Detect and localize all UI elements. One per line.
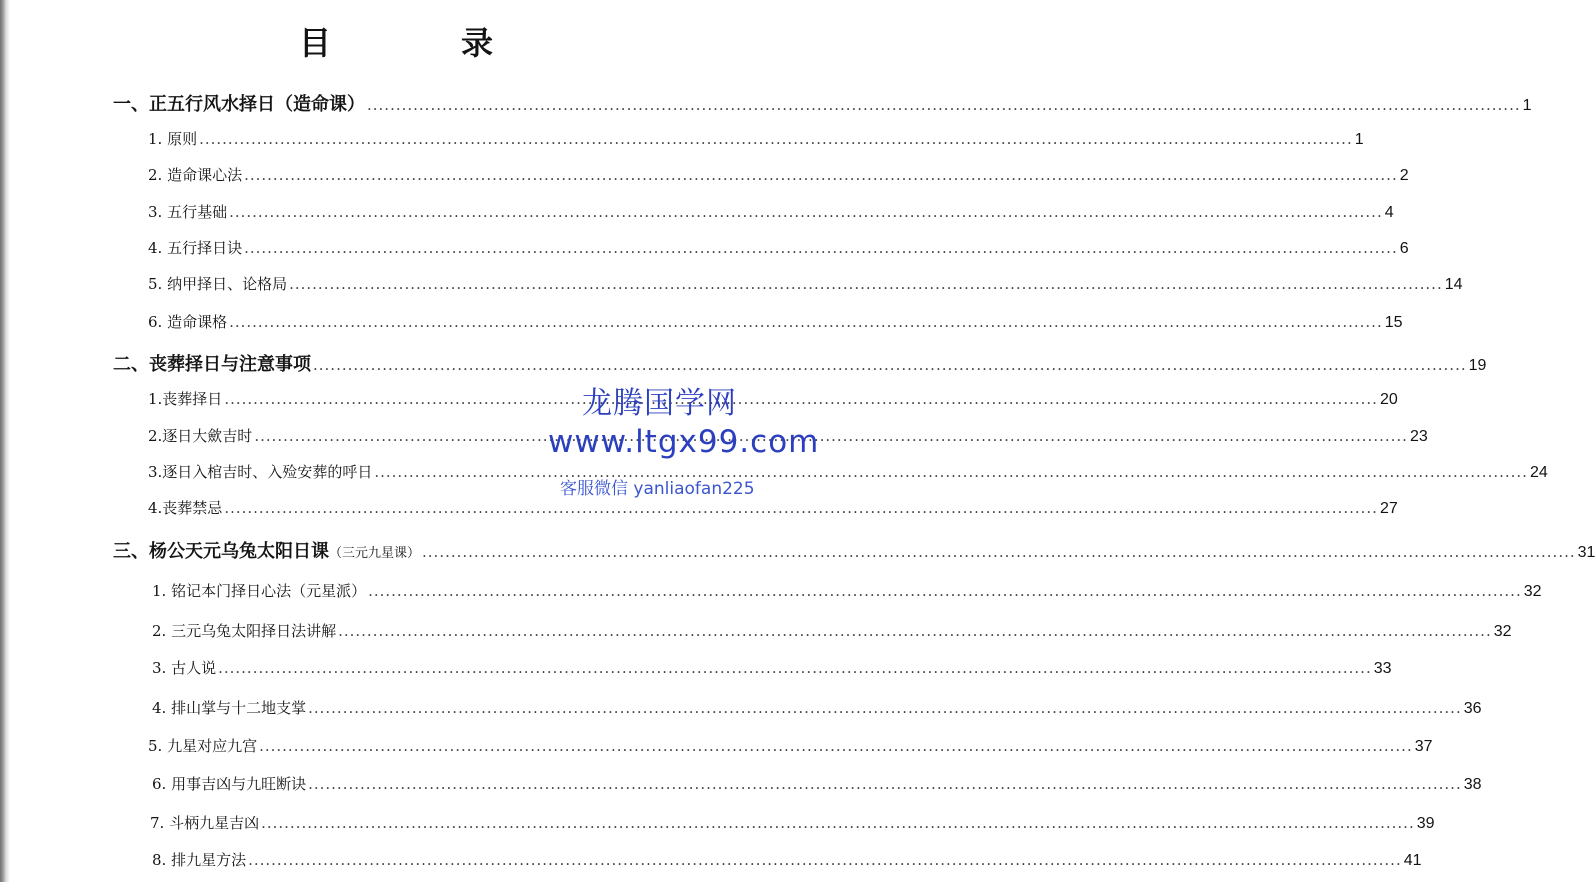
- toc-item[interactable]: [152, 697, 1482, 718]
- toc-leader-dots: [244, 239, 1398, 257]
- toc-leader-dots: [261, 814, 1415, 832]
- toc-item[interactable]: [150, 812, 1435, 833]
- toc-page-number: 20: [1379, 391, 1398, 408]
- toc-leader-dots: [248, 851, 1402, 869]
- toc-page-number: 32: [1493, 623, 1512, 640]
- toc-item-label: 2.逐日大歛吉时: [148, 427, 253, 445]
- toc-page-number: 4: [1384, 204, 1394, 221]
- toc-item-label: 6. 用事吉凶与九旺断诀: [152, 775, 307, 793]
- toc-item[interactable]: [152, 580, 1542, 601]
- toc-item[interactable]: [148, 237, 1409, 258]
- toc-section-label: [113, 537, 420, 563]
- toc-leader-dots: [289, 275, 1443, 293]
- toc-leader-dots: [338, 622, 1492, 640]
- toc-leader-dots: [229, 203, 1383, 221]
- toc-section-label: 二、丧葬择日与注意事项: [113, 354, 311, 375]
- toc-item-label: 4.丧葬禁忌: [148, 499, 223, 517]
- toc-page-number: 19: [1468, 357, 1487, 374]
- toc-page-number: 27: [1379, 500, 1398, 517]
- toc-item[interactable]: [148, 311, 1403, 332]
- toc-page-number: 23: [1409, 428, 1428, 445]
- toc-item[interactable]: [152, 849, 1422, 870]
- toc-item-label: 3. 五行基础: [148, 203, 228, 221]
- toc-page-number: 2: [1399, 167, 1409, 184]
- toc-item[interactable]: [148, 497, 1398, 518]
- toc-leader-dots: [308, 775, 1462, 793]
- toc-page-number: 1: [1354, 131, 1364, 148]
- toc-page-number: 37: [1414, 738, 1433, 755]
- toc-section[interactable]: [113, 537, 1595, 563]
- toc-item-label: 4. 排山掌与十二地支掌: [152, 699, 307, 717]
- title-char-right: 录: [461, 24, 494, 62]
- toc-page-number: 31: [1577, 544, 1595, 561]
- toc-page-number: 24: [1529, 464, 1548, 481]
- toc-item[interactable]: [152, 620, 1512, 641]
- toc-section[interactable]: [113, 90, 1532, 116]
- toc-item[interactable]: [148, 201, 1394, 222]
- toc-item[interactable]: [148, 273, 1463, 294]
- toc-leader-dots: [259, 737, 1413, 755]
- toc-page-number: 14: [1444, 276, 1463, 293]
- toc-page-number: 33: [1373, 660, 1392, 677]
- toc-item[interactable]: [152, 773, 1482, 794]
- toc-leader-dots: [229, 313, 1383, 331]
- toc-leader-dots: [308, 699, 1462, 717]
- toc-item[interactable]: [148, 735, 1433, 756]
- title-char-left: 目: [298, 24, 331, 62]
- watermark-contact: 客服微信 yanliaofan225: [560, 479, 755, 499]
- toc-item-label: 1.丧葬择日: [148, 390, 223, 408]
- toc-item-label: 5. 九星对应九宫: [148, 737, 258, 755]
- toc-page-number: 15: [1384, 314, 1403, 331]
- toc-section[interactable]: [113, 350, 1487, 376]
- toc-section-label: 一、正五行风水择日（造命课）: [113, 94, 365, 115]
- toc-leader-dots: [422, 543, 1576, 561]
- watermark-site-name: 龙腾国学网: [582, 386, 737, 421]
- toc-page-number: 39: [1416, 815, 1435, 832]
- toc-page-number: 38: [1463, 776, 1482, 793]
- toc-item-label: 1. 原则: [148, 130, 198, 148]
- toc-item-label: 3.逐日入棺吉时、入殓安葬的呼日: [148, 463, 373, 481]
- toc-leader-dots: [254, 427, 1408, 445]
- toc-leader-dots: [367, 96, 1521, 114]
- toc-leader-dots: [218, 659, 1372, 677]
- toc-item-label: 2. 造命课心法: [148, 166, 243, 184]
- toc-leader-dots: [199, 130, 1353, 148]
- watermark-url: www.ltgx99.com: [548, 424, 820, 460]
- toc-item-label: 2. 三元乌兔太阳择日法讲解: [152, 622, 337, 640]
- toc-item-label: 5. 纳甲择日、论格局: [148, 275, 288, 293]
- toc-item-label: 6. 造命课格: [148, 313, 228, 331]
- toc-item-label: 7. 斗柄九星吉凶: [150, 814, 260, 832]
- toc-page-number: 1: [1522, 97, 1532, 114]
- toc-leader-dots: [244, 166, 1398, 184]
- toc-leader-dots: [224, 390, 1378, 408]
- toc-section-note: （三元九星课）: [329, 546, 421, 561]
- toc-item-label: 8. 排九星方法: [152, 851, 247, 869]
- toc-item-label: 1. 铭记本门择日心法（元星派）: [152, 582, 367, 600]
- toc-page-number: 32: [1523, 583, 1542, 600]
- toc-page-number: 41: [1403, 852, 1422, 869]
- toc-item[interactable]: [148, 164, 1409, 185]
- toc-item-label: 3. 古人说: [152, 659, 217, 677]
- toc-leader-dots: [313, 356, 1467, 374]
- toc-section-title: 三、杨公天元乌兔太阳日课: [113, 541, 329, 562]
- toc-item-label: 4. 五行择日诀: [148, 239, 243, 257]
- toc-item[interactable]: [148, 128, 1364, 149]
- toc-leader-dots: [224, 499, 1378, 517]
- toc-leader-dots: [368, 582, 1522, 600]
- toc-page-number: 36: [1463, 700, 1482, 717]
- toc-leader-dots: [374, 463, 1528, 481]
- toc-item[interactable]: [152, 657, 1392, 678]
- toc-page-number: 6: [1399, 240, 1409, 257]
- page-scan-edge: [0, 0, 10, 882]
- page-title: [0, 18, 792, 64]
